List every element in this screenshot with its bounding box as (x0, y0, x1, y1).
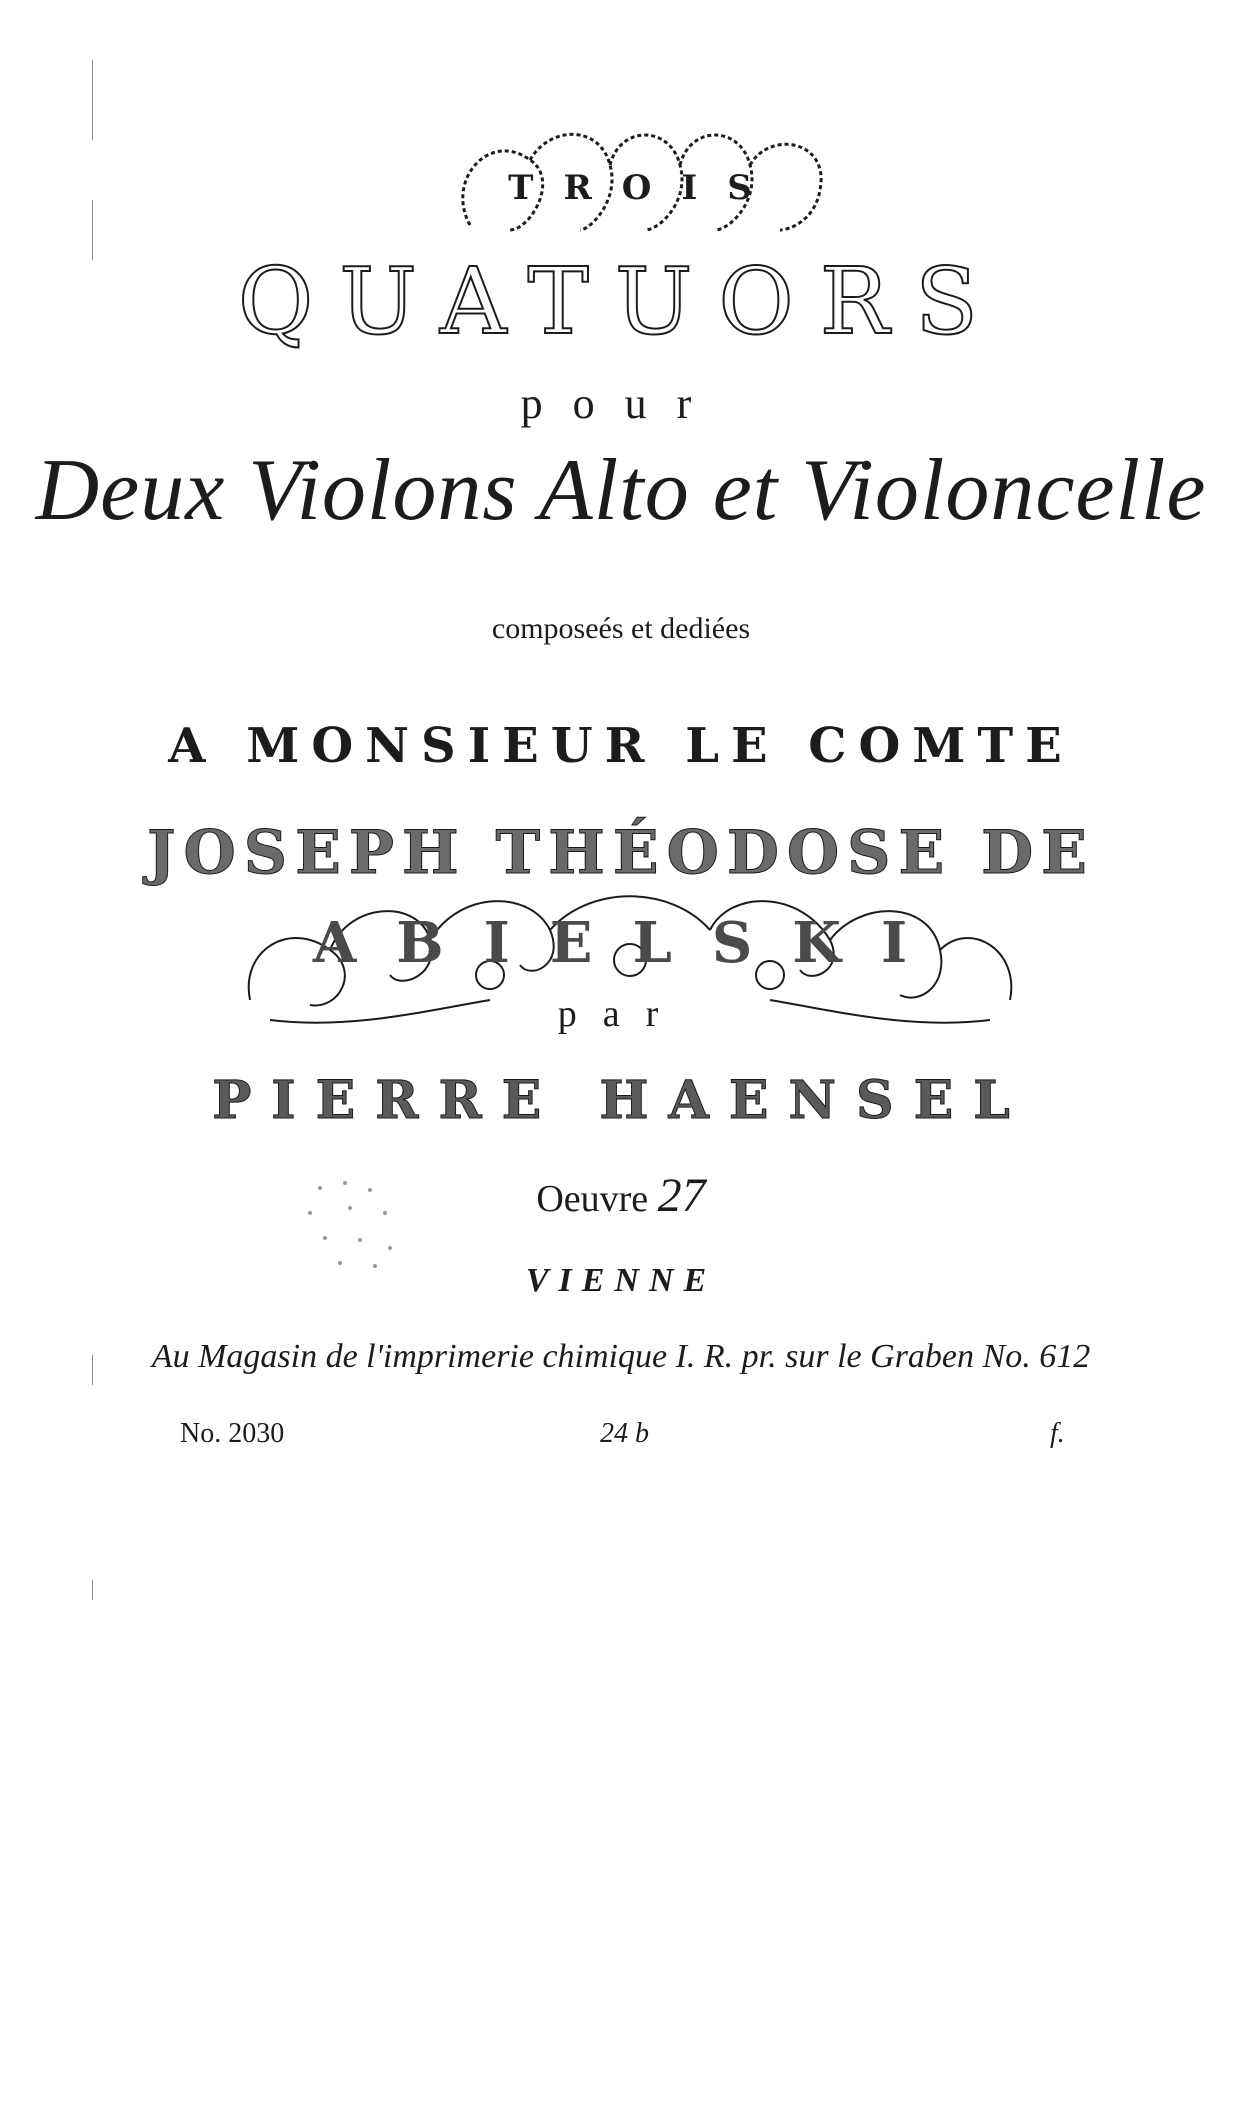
title-instruments: Deux Violons Alto et Violoncelle (35, 442, 1207, 539)
margin-mark (92, 60, 93, 140)
currency: f. (1050, 1418, 1065, 1449)
opus-number: 27 (657, 1169, 706, 1222)
margin-mark (92, 1580, 93, 1600)
publication-city: VIENNE (525, 1262, 717, 1299)
title-quatuors: QUATUORS (237, 248, 1005, 355)
title-dedicatee-surname: ABIELSKI (312, 910, 948, 976)
price: 24 b (600, 1418, 649, 1449)
title-pour: pour (520, 379, 722, 428)
opus-label: Oeuvre (536, 1178, 649, 1220)
opus-line (0, 1168, 1242, 1223)
trois-garland (450, 120, 840, 250)
title-dedicatee-name: JOSEPH THÉODOSE DE (147, 818, 1095, 888)
title-composees: composeés et dediées (491, 612, 751, 645)
title-par: par (557, 993, 685, 1035)
title-trois: TROIS (508, 168, 782, 208)
title-dedicatee-rank: A MONSIEUR LE COMTE (168, 718, 1074, 774)
publisher-address: Au Magasin de l'imprimerie chimique I. R. pr. sur le Graben No. 612 (151, 1338, 1091, 1375)
composer-name: PIERRE HAENSEL (212, 1070, 1030, 1131)
plate-number: No. 2030 (180, 1418, 285, 1449)
